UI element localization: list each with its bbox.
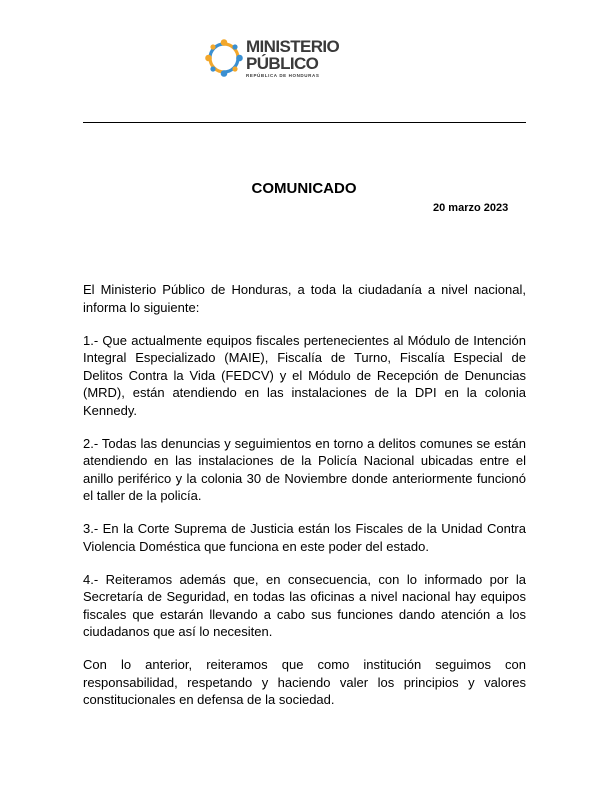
paragraph-item-2: 2.- Todas las denuncias y seguimientos en torno a delitos comunes se están atendiendo en las instalaciones de la Policía Nacional ubicadas entre el anillo periférico y la colonia 30 de Noviembre donde anteriormente funcionó el taller de la policía.	[83, 435, 526, 503]
paragraph-intro: El Ministerio Público de Honduras, a toda la ciudadanía a nivel nacional, informa lo siguiente:	[83, 282, 526, 315]
ministerio-publico-logo	[204, 36, 340, 82]
logo-title-line1: MINISTERIO	[246, 37, 340, 56]
header-divider	[83, 122, 526, 123]
paragraph-item-3: 3.- En la Corte Suprema de Justicia están los Fiscales de la Unidad Contra Violencia Doméstica que funciona en este poder del estado.	[83, 521, 526, 554]
document-body	[83, 281, 526, 724]
document-date: 20 marzo 2023	[433, 202, 509, 214]
paragraph-item-1: 1.- Que actualmente equipos fiscales pertenecientes al Módulo de Intención Integral Especializado (MAIE), Fiscalía de Turno, Fiscalía Especial de Delitos Contra la Vida (FEDCV) y el Módulo de Recepción de Denuncias (MRD), están atendiendo en las instalaciones de la DPI en la colonia Kennedy.	[83, 332, 526, 418]
logo-title-line2: PÚBLICO	[246, 54, 319, 73]
people-circle-logo-icon	[204, 38, 244, 78]
paragraph-item-4: 4.- Reiteramos además que, en consecuencia, con lo informado por la Secretaría de Seguridad, en todas las oficinas a nivel nacional hay equipos fiscales que estarán llevando a cabo sus funciones dando atención a los ciudadanos que así lo necesiten.	[83, 571, 526, 639]
document-title: COMUNICADO	[251, 180, 357, 197]
paragraph-closing: Con lo anterior, reiteramos que como institución seguimos con responsabilidad, respetando y haciendo valer los principios y valores constitucionales en defensa de la sociedad.	[83, 657, 526, 707]
logo-subtitle: REPÚBLICA DE HONDURAS	[246, 73, 320, 78]
